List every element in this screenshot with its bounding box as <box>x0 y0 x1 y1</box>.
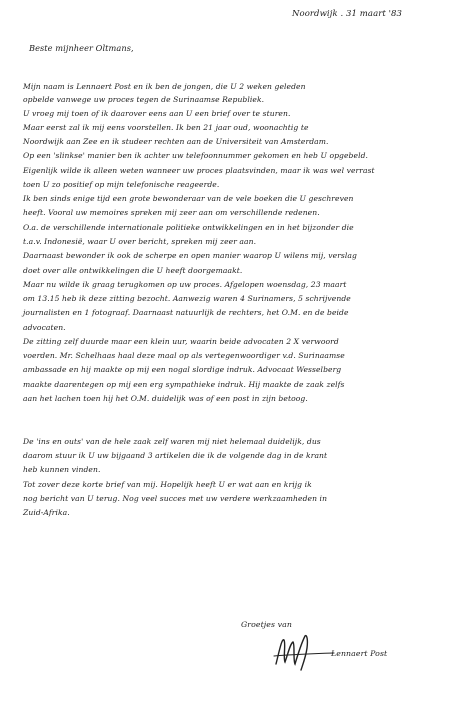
letter-line: Op een 'slinkse' manier ben ik achter uw telefoonnummer gekomen en heb U opgebeld. <box>23 151 369 160</box>
letter-line: O.a. de verschillende internationale politieke ontwikkelingen en in het bijzonder die <box>23 223 354 232</box>
letter-line: voerden. Mr. Schelhaas haal deze maal op als vertegenwoordiger v.d. Surinaamse <box>23 351 345 360</box>
letter-line: t.a.v. Indonesië, waar U over bericht, spreken mij zeer aan. <box>23 237 257 246</box>
letter-line: Noordwijk aan Zee en ik studeer rechten aan de Universiteit van Amsterdam. <box>23 137 329 146</box>
letter-salutation: Beste mijnheer Oltmans, <box>29 43 134 53</box>
letter-line: om 13.15 heb ik deze zitting bezocht. Aanwezig waren 4 Surinamers, 5 schrijvende <box>23 294 351 303</box>
letter-line: toen U zo positief op mijn telefonische reageerde. <box>23 180 220 189</box>
letter-line: De 'ins en outs' van de hele zaak zelf waren mij niet helemaal duidelijk, dus <box>23 437 321 446</box>
letter-line: opbelde vanwege uw proces tegen de Surinaamse Republiek. <box>23 95 265 104</box>
letter-line: advocaten. <box>23 323 66 332</box>
letter-line: Maar eerst zal ik mij eens voorstellen. Ik ben 21 jaar oud, woonachtig te <box>23 123 309 132</box>
letter-closing: Groetjes van <box>241 620 292 629</box>
letter-line: maakte daarentegen op mij een erg sympathieke indruk. Hij maakte de zaak zelfs <box>23 380 345 389</box>
letter-line: heb kunnen vinden. <box>23 465 101 474</box>
letter-date: Noordwijk . 31 maart '83 <box>292 9 403 19</box>
signature-name: Lennaert Post <box>331 649 388 658</box>
letter-line: ambassade en hij maakte op mij een nogal slordige indruk. Advocaat Wesselberg <box>23 365 342 374</box>
letter-line: nog bericht van U terug. Nog veel succes met uw verdere werkzaamheden in <box>23 494 328 503</box>
letter-line: Eigenlijk wilde ik alleen weten wanneer uw proces plaatsvinden, maar ik was wel verrast <box>23 166 375 175</box>
letter-line: U vroeg mij toen of ik daarover eens aan U een brief over te sturen. <box>23 109 291 118</box>
letter-line: Daarnaast bewonder ik ook de scherpe en open manier waarop U wilens mij, verslag <box>23 251 357 260</box>
letter-line: daarom stuur ik U uw bijgaand 3 artikelen die ik de volgende dag in de krant <box>23 451 328 460</box>
letter-line: De zitting zelf duurde maar een klein uur, waarin beide advocaten 2 X verwoord <box>23 337 339 346</box>
letter-line: Ik ben sinds enige tijd een grote bewonderaar van de vele boeken die U geschreven <box>23 194 354 203</box>
letter-line: doet over alle ontwikkelingen die U heeft doorgemaakt. <box>23 266 243 275</box>
letter-line: aan het lachen toen hij het O.M. duidelijk was of een post in zijn betoog. <box>23 394 308 403</box>
letter-line: Maar nu wilde ik graag terugkomen op uw proces. Afgelopen woensdag, 23 maart <box>23 280 347 289</box>
letter-line: heeft. Vooral uw memoires spreken mij zeer aan om verschillende redenen. <box>23 208 320 217</box>
letter-line: Zuid-Afrika. <box>23 508 70 517</box>
letter-line: journalisten en 1 fotograaf. Daarnaast natuurlijk de rechters, het O.M. en de beide <box>23 308 349 317</box>
letter-line: Tot zover deze korte brief van mij. Hopelijk heeft U er wat aan en krijg ik <box>23 480 312 489</box>
letter-line: Mijn naam is Lennaert Post en ik ben de jongen, die U 2 weken geleden <box>23 82 306 91</box>
